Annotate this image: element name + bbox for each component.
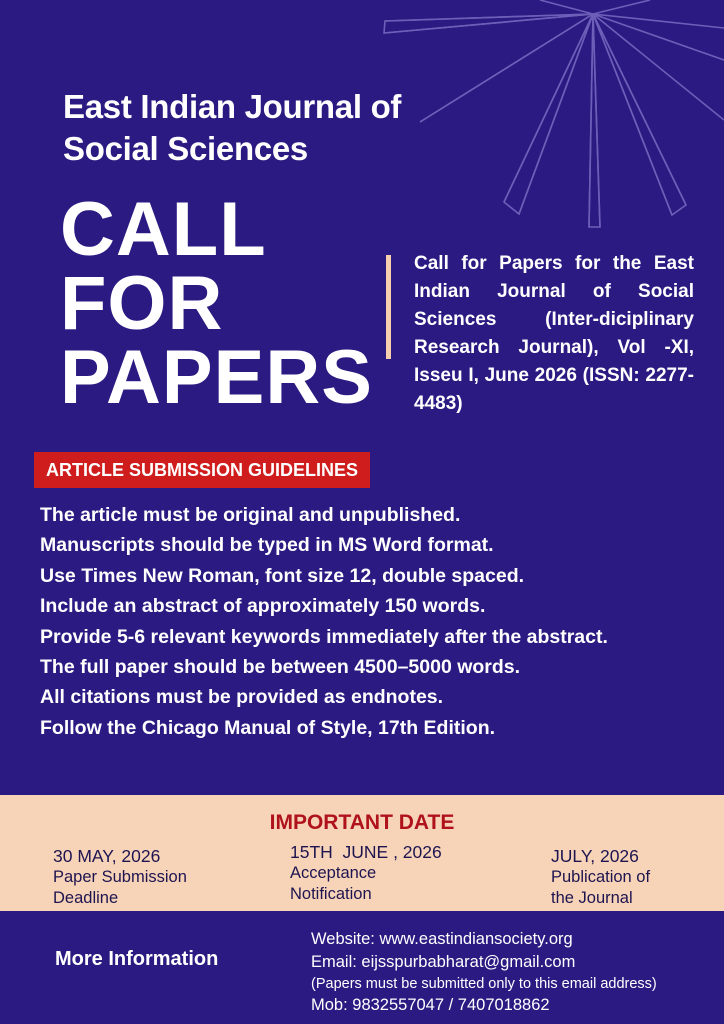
guideline-item: All citations must be provided as endnotes.	[40, 686, 444, 709]
guideline-item: Follow the Chicago Manual of Style, 17th Edition.	[40, 716, 496, 739]
date-paper-submission	[53, 846, 187, 909]
date-value: 15TH JUNE , 2026	[290, 842, 442, 862]
important-dates-heading: IMPORTANT DATE	[269, 811, 455, 834]
email-note: (Papers must be submitted only to this email address)	[311, 976, 657, 992]
mobile-number: Mob: 9832557047 / 7407018862	[311, 996, 550, 1014]
more-information-label: More Information	[55, 948, 219, 970]
call-for-papers-title	[60, 187, 390, 420]
guideline-item: The article must be original and unpublished.	[40, 504, 461, 526]
website-link[interactable]: Website: www.eastindiansociety.org	[311, 930, 573, 948]
date-label: the Journal	[551, 889, 633, 907]
cfp-title-word-call: CALL	[60, 187, 267, 272]
guideline-item: Use Times New Roman, font size 12, double spaced.	[40, 564, 525, 587]
cfp-title-word-papers: PAPERS	[60, 335, 373, 420]
important-dates-band	[0, 795, 724, 911]
date-value: 30 MAY, 2026	[53, 846, 161, 866]
journal-title-line1: East Indian Journal of	[63, 88, 402, 125]
date-value: JULY, 2026	[551, 846, 639, 866]
date-publication	[551, 846, 650, 909]
date-label: Paper Submission	[53, 868, 187, 886]
cfp-title-word-for: FOR	[60, 261, 224, 346]
guideline-item: The full paper should be between 4500–5000 words.	[40, 656, 521, 679]
call-for-papers-description: Call for Papers for the East Indian Journal of Social Sciences (Inter-diciplinary Research Journal), Vol -XI, Isseu I, June 2026 (ISSN: 2277-4483)	[414, 253, 694, 414]
guideline-item: Include an abstract of approximately 150 words.	[40, 595, 486, 618]
date-label: Acceptance	[290, 864, 377, 882]
contact-details	[311, 928, 711, 1017]
date-acceptance-notification	[290, 842, 442, 905]
guideline-item: Provide 5-6 relevant keywords immediately after the abstract.	[40, 625, 608, 648]
accent-bar	[386, 255, 391, 359]
guidelines-heading-badge: ARTICLE SUBMISSION GUIDELINES	[34, 452, 370, 488]
guidelines-list	[40, 500, 710, 743]
guideline-item: Manuscripts should be typed in MS Word format.	[40, 534, 494, 557]
journal-title-line2: Social Sciences	[63, 130, 308, 167]
date-label: Notification	[290, 885, 372, 903]
footer	[0, 911, 724, 1024]
date-label: Deadline	[53, 889, 119, 907]
journal-title	[63, 86, 483, 170]
email-link[interactable]: Email: eijsspurbabharat@gmail.com	[311, 953, 576, 971]
date-label: Publication of	[551, 868, 651, 886]
